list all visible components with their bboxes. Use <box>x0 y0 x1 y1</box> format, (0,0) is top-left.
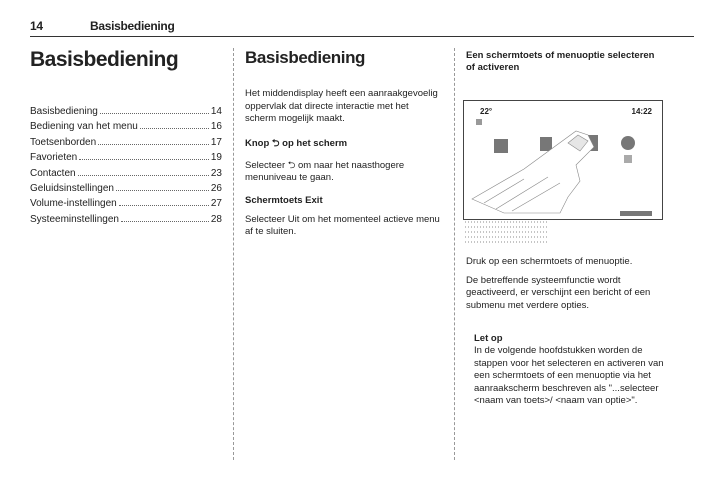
toc-label: Geluidsinstellingen <box>30 182 114 194</box>
subheading-back-button: Knop ⮌ op het scherm <box>245 137 348 149</box>
toc-leader <box>119 205 209 206</box>
column-3-heading <box>466 50 666 74</box>
toc-leader <box>121 221 209 222</box>
back-button-paragraph: Selecteer ⮌ om naar het naasthogere menuniveau te gaan. <box>245 159 405 183</box>
toc-label: Bediening van het menu <box>30 121 138 133</box>
toc-leader <box>79 159 209 160</box>
toc-label: Basisbediening <box>30 106 98 117</box>
status-icon <box>476 119 482 125</box>
toc-page: 27 <box>210 198 222 210</box>
toc-leader <box>140 128 209 129</box>
note-title: Let op <box>474 333 503 344</box>
page-header <box>30 18 694 37</box>
toc-entry[interactable] <box>30 121 222 136</box>
table-of-contents <box>30 106 222 229</box>
app-icon <box>621 136 635 150</box>
toc-label: Volume-instellingen <box>30 198 117 210</box>
temperature-readout: 22° <box>480 107 493 116</box>
app-icon <box>624 155 632 163</box>
result-paragraph: De betreffende systeemfunctie wordt geactiveerd, er verschijnt een bericht of een submenu met verdere opties. <box>466 274 651 311</box>
column-2 <box>245 48 440 249</box>
running-title: Basisbediening <box>90 19 175 33</box>
subsection-title: Een schermtoets of menuoptie selecteren of activeren <box>466 50 655 73</box>
toc-leader <box>78 175 209 176</box>
toc-page: 16 <box>210 121 222 133</box>
toc-leader <box>98 144 209 145</box>
note-body: In de volgende hoofdstukken worden de stappen voor het selecteren en activeren van een schermtoets of een menuoptie via het aanraakscherm beschreven als "...selecteer <naam van toets>/ <naam van optie>". <box>474 345 664 406</box>
toc-entry[interactable] <box>30 198 222 213</box>
page-number: 14 <box>30 19 43 33</box>
section-title: Basisbediening <box>245 48 366 67</box>
app-icon <box>540 137 552 151</box>
toc-entry[interactable] <box>30 214 222 229</box>
intro-paragraph: Het middendisplay heeft een aanraakgevoelig oppervlak dat directe interactie met het scherm mogelijk maakt. <box>245 88 438 124</box>
toc-entry[interactable] <box>30 137 222 152</box>
app-icon <box>494 139 508 153</box>
finger-hatching <box>463 218 663 248</box>
toc-entry[interactable] <box>30 168 222 183</box>
toc-leader <box>116 190 209 191</box>
toc-entry[interactable] <box>30 106 222 121</box>
toc-page: 23 <box>210 167 222 179</box>
column-3-body <box>466 256 662 322</box>
display-screen <box>463 100 663 220</box>
toc-entry[interactable] <box>30 183 222 198</box>
toc-label: Favorieten <box>30 152 78 164</box>
toc-leader <box>100 113 209 114</box>
toc-page: 19 <box>210 152 222 164</box>
exit-button-paragraph: Selecteer Uit om het momenteel actieve menu af te sluiten. <box>245 213 440 237</box>
toc-page: 28 <box>210 213 222 225</box>
press-paragraph: Druk op een schermtoets of menuoptie. <box>466 256 633 267</box>
column-divider <box>233 48 234 460</box>
page-indicator <box>620 211 652 216</box>
toc-entry[interactable] <box>30 152 222 167</box>
touchscreen-illustration <box>463 100 663 246</box>
toc-label: Contacten <box>30 167 76 179</box>
column-divider <box>454 48 455 460</box>
toc-label: Toetsenborden <box>30 136 97 148</box>
toc-label: Systeeminstellingen <box>30 213 119 225</box>
finger-icon <box>472 131 594 213</box>
clock-readout: 14:22 <box>631 107 652 116</box>
screen-icons <box>464 101 662 219</box>
toc-page: 26 <box>210 182 222 194</box>
toc-page: 17 <box>210 136 222 148</box>
chapter-title: Basisbediening <box>30 48 179 71</box>
note-box <box>474 333 664 418</box>
subheading-exit-button: Schermtoets Exit <box>245 194 323 206</box>
toc-page: 14 <box>210 106 222 117</box>
